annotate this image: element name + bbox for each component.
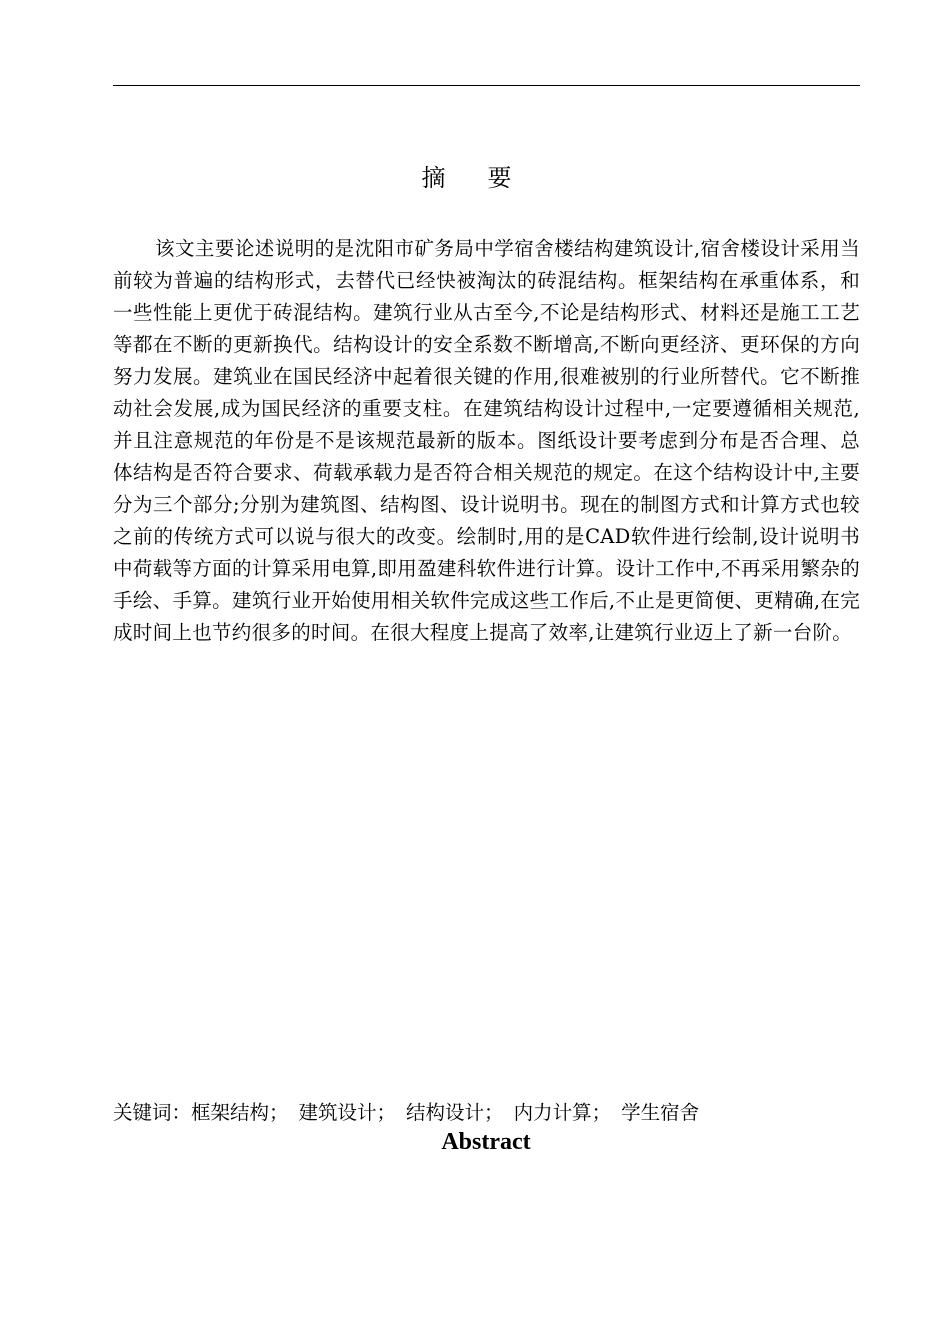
abstract-title: 摘要 xyxy=(421,164,554,192)
keywords-line xyxy=(113,1099,860,1127)
keyword-item: 学生宿舍 xyxy=(621,1101,700,1124)
english-abstract-title: Abstract xyxy=(441,1129,531,1155)
keyword-item: 结构设计； xyxy=(406,1101,504,1124)
abstract-body: 该文主要论述说明的是沈阳市矿务局中学宿舍楼结构建筑设计,宿舍楼设计采用当前较为普遍的结构形式，去替代已经快被淘汰的砖混结构。框架结构在承重体系，和一些性能上更优于砖混结构。建筑行业从古至今,不论是结构形式、材料还是施工工艺等都在不断的更新换代。结构设计的安全系数不断增高,不断向更经济、更环保的方向努力发展。建筑业在国民经济中起着很关键的作用,很难被别的行业所替代。它不断推动社会发展,成为国民经济的重要支柱。在建筑结构设计过程中,一定要遵循相关规范,并且注意规范的年份是不是该规范最新的版本。图纸设计要考虑到分布是否合理、总体结构是否符合要求、荷载承载力是否符合相关规范的规定。在这个结构设计中,主要分为三个部分;分别为建筑图、结构图、设计说明书。现在的制图方式和计算方式也较之前的传统方式可以说与很大的改变。绘制时,用的是CAD软件进行绘制,设计说明书中荷载等方面的计算采用电算,即用盈建科软件进行计算。设计工作中,不再采用繁杂的手绘、手算。建筑行业开始使用相关软件完成这些工作后,不止是更简便、更精确,在完成时间上也节约很多的时间。在很大程度上提高了效率,让建筑行业迈上了新一台阶。 xyxy=(113,237,860,644)
keyword-item: 框架结构； xyxy=(191,1101,289,1124)
keyword-item: 建筑设计； xyxy=(298,1101,397,1124)
keywords-label: 关键词： xyxy=(113,1101,192,1124)
keyword-item: 内力计算； xyxy=(513,1101,612,1124)
header-rule xyxy=(113,85,860,86)
